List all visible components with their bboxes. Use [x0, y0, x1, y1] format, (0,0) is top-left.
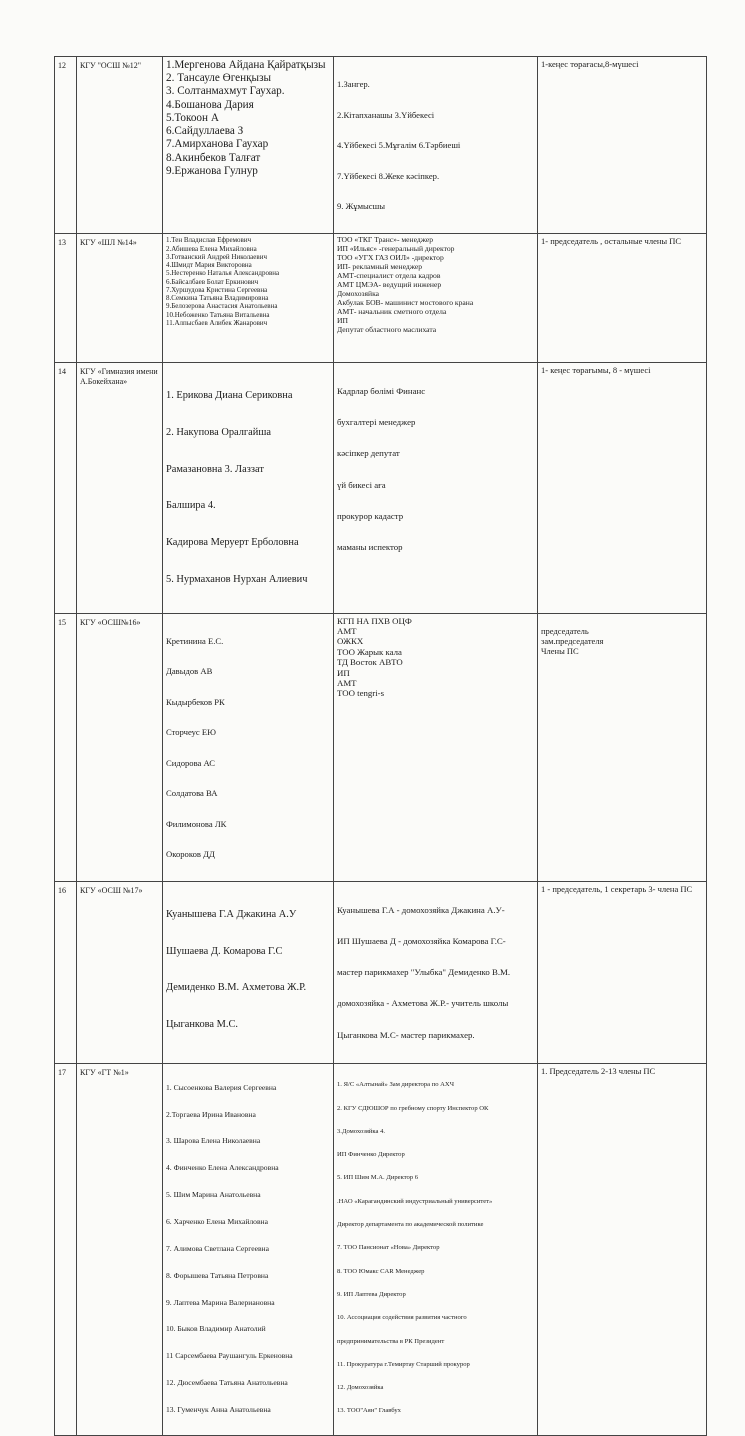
member-name: 1. Сысоенкова Валерия Сергеевна: [166, 1082, 277, 1092]
member-name: 8. Форышева Татьяна Петровна: [166, 1270, 269, 1280]
workplace: 7.Үйбекесі 8.Жеке кәсіпкер.: [337, 170, 440, 181]
member-name: Кретинина Е.С.: [166, 635, 224, 646]
workplace: ТОО «ТКГ Транс»- менеджер: [337, 235, 434, 245]
school-name: КГУ «ОСШ№16»: [77, 613, 163, 882]
workplace: 4.Үйбекесі 5.Мұғалім 6.Тәрбиеші: [337, 140, 461, 151]
member-name: 2.Торгаева Ирина Ивановна: [166, 1109, 256, 1119]
member-name: Солдатова ВА: [166, 788, 218, 799]
workplace: ТД Восток АВТО: [337, 657, 403, 668]
member-name: 6.Байсалбаев Болат Еркинович: [166, 277, 259, 286]
member-name: 5. Шим Марина Анатольевна: [166, 1190, 261, 1200]
workplace: домохозяйка - Ахметова Ж.Р.- учитель школы: [337, 998, 509, 1009]
workplace: КГП НА ПХВ ОЦФ: [337, 615, 412, 626]
member-name: 1.Тен Владислав Ефремович: [166, 236, 252, 245]
council-role: 1. Председатель 2-13 члены ПС: [538, 1063, 707, 1435]
member-name: 7.Амирханова Гаухар: [166, 138, 269, 151]
workplace: 11. Прокуратура г.Темиртау Старший прокурор: [337, 1360, 470, 1368]
role-line: Члены ПС: [541, 645, 579, 656]
member-name: 1.Мергенова Айдана Қайратқызы: [166, 59, 326, 71]
member-names: [163, 363, 334, 613]
workplace: ТОО tengri-s: [337, 688, 385, 699]
workplace: ИП: [337, 667, 350, 678]
member-name: 9.Ержанова Гулнур: [166, 164, 258, 177]
workplace: Кадрлар бөлімі Финанс: [337, 386, 426, 397]
member-name: Куанышева Г.А Джакина А.У: [166, 908, 297, 920]
workplace: Цыганкова М.С- мастер парикмахер.: [337, 1029, 475, 1040]
table-row: [55, 882, 707, 1063]
member-name: 9.Белозерова Анастасия Анатольевна: [166, 302, 278, 311]
workplace: ИП: [337, 315, 348, 325]
member-name: 11 Сарсембаева Раушангуль Еркеновна: [166, 1351, 293, 1361]
workplace: 10. Ассоциация содействия развития частного: [337, 1314, 467, 1322]
member-name: 4.Шмидт Мария Викторовна: [166, 261, 252, 270]
member-name: 10.Небоженко Татьяна Витальевна: [166, 310, 270, 319]
member-name: 8.Акинбеков Талғат: [166, 151, 261, 164]
member-name: 4.Бошанова Дария: [166, 98, 254, 111]
council-role: 1-кеңес төрағасы,8-мүшесі: [538, 57, 707, 234]
member-name: 8.Семкина Татьяна Владимировна: [166, 294, 269, 303]
member-name: Сторчеус ЕЮ: [166, 727, 216, 738]
workplace: маманы испектор: [337, 541, 403, 552]
member-name: Окороков ДД: [166, 848, 215, 859]
workplace: ИП Финченко Директор: [337, 1151, 405, 1159]
row-number: 12: [55, 57, 77, 234]
member-name: 7.Хуршудова Кристина Сергеевна: [166, 285, 268, 294]
workplace: ИП «Ильяс» -генеральный директор: [337, 244, 455, 254]
member-names: [163, 1063, 334, 1435]
workplace: бухгалтері менеджер: [337, 417, 416, 428]
workplace: ИП- рекламный менеджер: [337, 262, 423, 272]
workplace: 13. ТОО"Аян" Главбух: [337, 1407, 401, 1415]
workplace: АМТ-специалист отдела кадров: [337, 271, 441, 281]
workplace: Домохозяйка: [337, 289, 380, 299]
table-row: [55, 1063, 707, 1435]
member-name: 12. Дюсембаева Татьяна Анатольевна: [166, 1378, 288, 1388]
member-name: 6.Сайдуллаева З: [166, 125, 244, 138]
workplace: ТОО Жарык кала: [337, 646, 402, 657]
member-workplaces: [334, 613, 538, 882]
member-name: Сидорова АС: [166, 757, 216, 768]
member-name: 9. Лаптева Марина Валериановна: [166, 1297, 275, 1307]
member-workplaces: [334, 57, 538, 234]
member-name: 3.Готванский Андрей Николаевич: [166, 252, 267, 261]
row-number: 16: [55, 882, 77, 1063]
member-names: [163, 234, 334, 363]
council-role: 1- кеңес төрағымы, 8 - мүшесі: [538, 363, 707, 613]
workplace: мастер парикмахер "Улыбка" Демиденко В.М.: [337, 967, 511, 978]
member-name: 1. Ерикова Диана Сериковна: [166, 389, 293, 401]
workplace: АМТ ЦМЭА- ведущий инженер: [337, 280, 442, 290]
workplace: Акбулак БОВ- машинист мостового крана: [337, 298, 474, 308]
member-name: 2.Абишева Елена Михайловна: [166, 244, 257, 253]
member-name: Демиденко В.М. Ахметова Ж.Р.: [166, 982, 307, 994]
member-name: 5.Токоон А: [166, 111, 219, 124]
member-name: 11.Алпысбаев Алибек Жанарович: [166, 318, 268, 327]
member-names: [163, 882, 334, 1063]
school-name: КГУ "ОСШ №12": [77, 57, 163, 234]
workplace: прокурор кадастр: [337, 510, 404, 521]
member-name: Кадирова Меруерт Ерболовна: [166, 537, 299, 549]
workplace: 2.Кітапханашы 3.Үйбекесі: [337, 109, 435, 120]
member-name: 7. Алимова Светлана Сергеевна: [166, 1243, 269, 1253]
member-name: Филимонова ЛК: [166, 818, 227, 829]
workplace: кәсіпкер депутат: [337, 448, 400, 459]
document-page: [54, 56, 706, 1436]
school-name: КГУ «ГТ №1»: [77, 1063, 163, 1435]
row-number: 17: [55, 1063, 77, 1435]
workplace: 12. Домохозяйка: [337, 1384, 384, 1392]
workplace: Депутат областного маслихата: [337, 324, 437, 334]
member-name: 3. Шарова Елена Николаевна: [166, 1136, 261, 1146]
member-names: [163, 57, 334, 234]
row-number: 13: [55, 234, 77, 363]
member-name: 5. Нурмаханов Нурхан Алиевич: [166, 573, 308, 585]
workplace: предпринимательства в РК Президент: [337, 1337, 445, 1345]
row-number: 14: [55, 363, 77, 613]
member-name: Цыганкова М.С.: [166, 1019, 238, 1031]
workplace: 9. Жұмысшы: [337, 200, 386, 211]
workplace: 1.Зангер.: [337, 79, 370, 90]
table-row: [55, 613, 707, 882]
member-name: Давыдов АВ: [166, 666, 213, 677]
school-name: КГУ «ШЛ №14»: [77, 234, 163, 363]
workplace: .НАО «Карагандинский индустриальный университет»: [337, 1197, 493, 1205]
workplace: АМТ: [337, 626, 357, 637]
member-name: Кыдырбеков РК: [166, 696, 225, 707]
member-workplaces: [334, 234, 538, 363]
member-name: 6. Харченко Елена Михайловна: [166, 1216, 268, 1226]
workplace: ОЖКХ: [337, 636, 364, 647]
workplace: ТОО «УГХ ГАЗ ОИЛ» -директор: [337, 253, 444, 263]
workplace: АМТ: [337, 677, 357, 688]
member-workplaces: [334, 882, 538, 1063]
council-role: 1- председатель , остальные члены ПС: [538, 234, 707, 363]
member-workplaces: [334, 363, 538, 613]
school-name: КГУ «Гимназия имени А.Бокейхана»: [77, 363, 163, 613]
workplace: Директор департамента по академической политике: [337, 1221, 484, 1229]
workplace: ИП Шушаева Д - домохозяйка Комарова Г.С-: [337, 936, 506, 947]
council-members-table: [54, 56, 707, 1436]
member-name: 2. Накупова Оралгайша: [166, 426, 271, 438]
workplace: 1. Я/С «Алтынай» Зам директора по АХЧ: [337, 1081, 454, 1089]
workplace: 8. ТОО Юмакс CAR Менеджер: [337, 1267, 425, 1275]
school-name: КГУ «ОСШ №17»: [77, 882, 163, 1063]
workplace: 7. ТОО Пансионат «Нова» Директор: [337, 1244, 440, 1252]
member-names: [163, 613, 334, 882]
role-line: председатель: [541, 625, 589, 636]
member-name: 10. Быков Владимир Анатолий: [166, 1324, 266, 1334]
member-name: 5.Нестеренко Наталья Александровна: [166, 269, 280, 278]
member-name: 4. Финченко Елена Александровна: [166, 1163, 279, 1173]
table-row: [55, 234, 707, 363]
role-line: зам.председателя: [541, 635, 604, 646]
role-line: [541, 616, 703, 626]
workplace: Куанышева Г.А - домохозяйка Джакина А.У-: [337, 905, 505, 916]
member-name: Балшира 4.: [166, 500, 216, 512]
member-name: 3. Солтанмахмут Гаухар.: [166, 85, 285, 98]
workplace: үй бикесі аға: [337, 479, 386, 490]
table-row: [55, 57, 707, 234]
member-workplaces: [334, 1063, 538, 1435]
table-row: [55, 363, 707, 613]
member-name: 13. Гуменчук Анна Анатольевна: [166, 1404, 271, 1414]
member-name: 2. Тансауле Өгенқызы: [166, 72, 272, 85]
workplace: 9. ИП Лаптева Директор: [337, 1290, 406, 1298]
row-number: 15: [55, 613, 77, 882]
council-role: 1 - председатель, 1 секретарь 3- члена ПС: [538, 882, 707, 1063]
workplace: АМТ- начальник сметного отдела: [337, 307, 447, 317]
workplace: 5. ИП Шим М.А. Директор 6: [337, 1174, 419, 1182]
workplace: 3.Домохозяйка 4.: [337, 1127, 386, 1135]
workplace: 2. КГУ СДЮШОР по гребному спорту Инспектор ОК: [337, 1104, 489, 1112]
member-name: Шушаева Д. Комарова Г.С: [166, 945, 283, 957]
council-role: [538, 613, 707, 882]
member-name: Рамазановна 3. Лаззат: [166, 463, 264, 475]
